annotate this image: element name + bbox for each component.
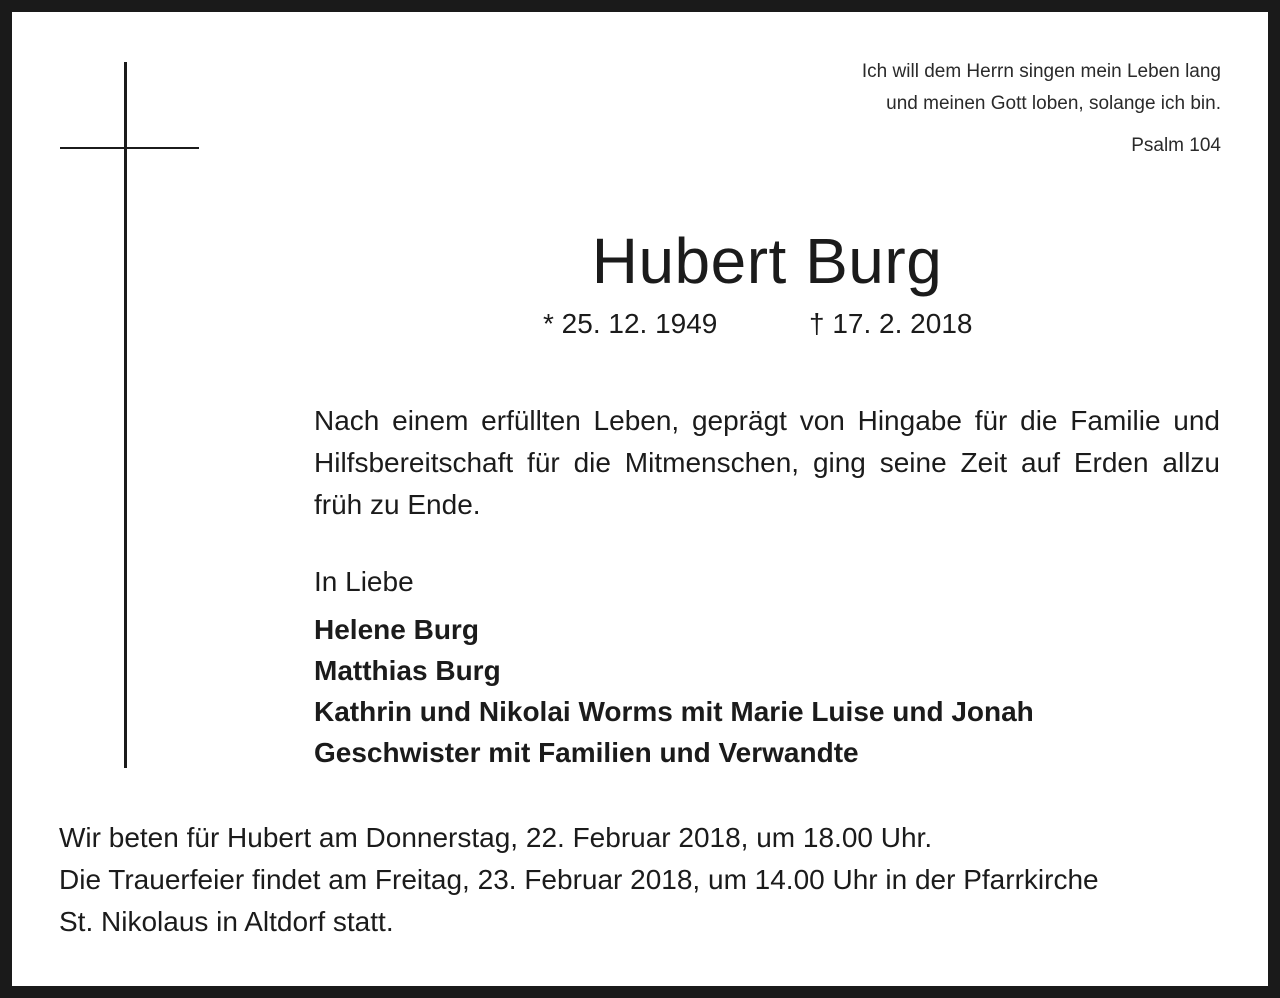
psalm-line-2: und meinen Gott loben, solange ich bin. <box>886 93 1221 114</box>
deceased-name: Hubert Burg <box>591 225 943 297</box>
psalm-reference: Psalm 104 <box>1131 135 1221 156</box>
death-date: † 17. 2. 2018 <box>809 308 973 339</box>
tribute-text: Nach einem erfüllten Leben, geprägt von Hingabe für die Familie und Hilfsbereitschaft für die Mitmenschen, ging seine Zeit auf Erden allzu früh zu Ende. <box>314 405 1220 520</box>
location-line: St. Nikolaus in Altdorf statt. <box>59 906 394 937</box>
funeral-line: Die Trauerfeier findet am Freitag, 23. Februar 2018, um 14.00 Uhr in der Pfarrkirche <box>59 864 1099 895</box>
mourners-intro: In Liebe <box>314 566 414 597</box>
obituary-notice <box>12 12 1268 986</box>
service-info <box>59 817 1229 943</box>
mourner-name: Helene Burg <box>314 614 479 645</box>
mourner-name: Kathrin und Nikolai Worms mit Marie Luise und Jonah <box>314 696 1034 727</box>
birth-date: * 25. 12. 1949 <box>543 308 718 339</box>
psalm-line-1: Ich will dem Herrn singen mein Leben lang <box>861 61 1221 82</box>
cross-icon-horizontal <box>60 147 199 149</box>
mourners-list <box>314 609 1034 773</box>
prayer-line: Wir beten für Hubert am Donnerstag, 22. Februar 2018, um 18.00 Uhr. <box>59 822 933 853</box>
cross-icon-vertical <box>124 62 127 768</box>
mourner-name: Matthias Burg <box>314 655 501 686</box>
mourner-name: Geschwister mit Familien und Verwandte <box>314 737 859 768</box>
psalm-quote <box>862 56 1221 162</box>
